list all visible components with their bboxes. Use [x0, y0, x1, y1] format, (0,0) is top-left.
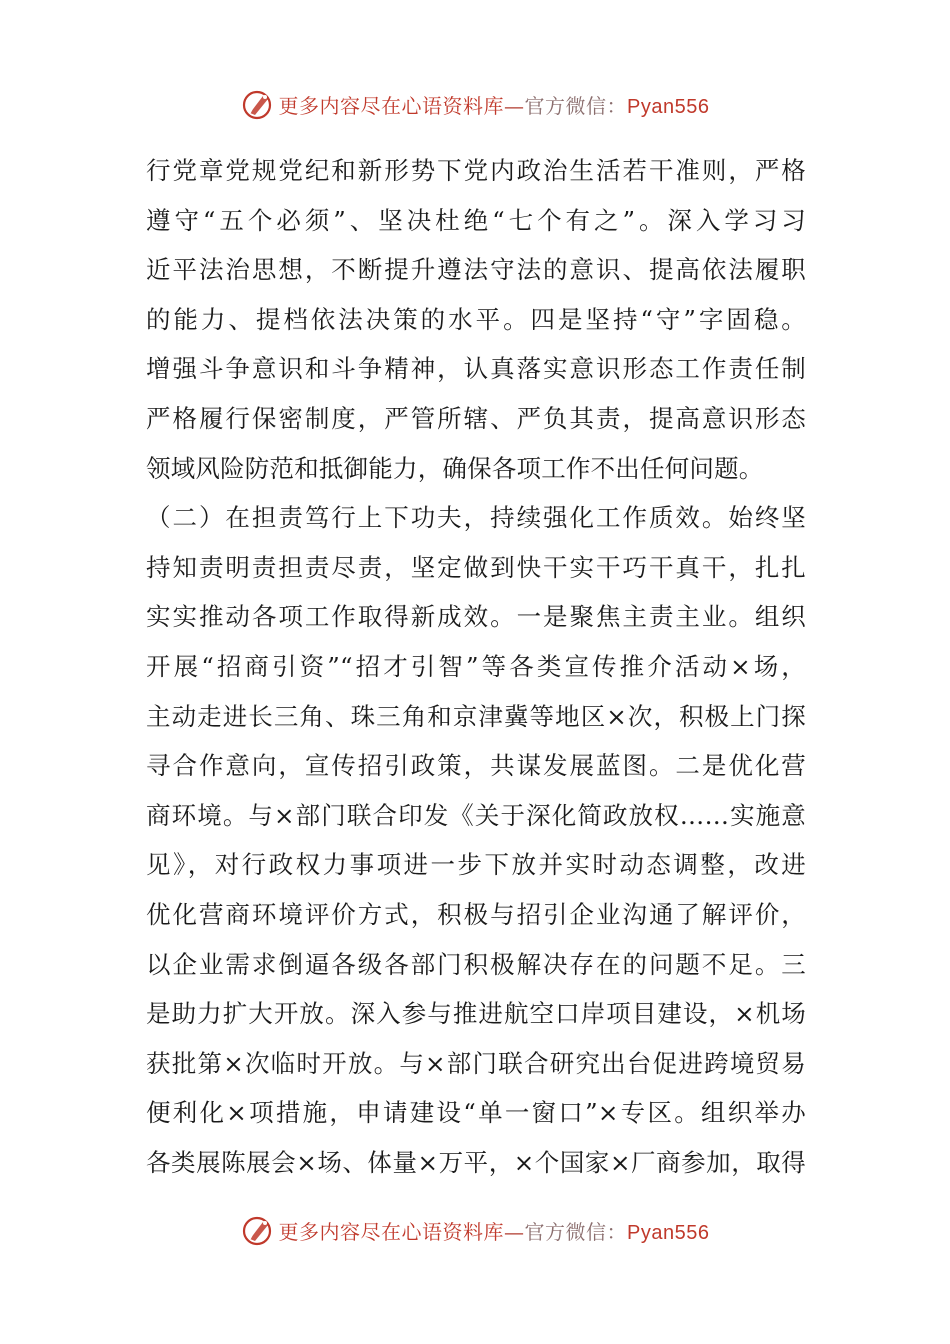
- text-line: 行党章党规党纪和新形势下党内政治生活若干准则，严格: [146, 156, 806, 185]
- banner-text: [279, 90, 710, 119]
- banner-wechat-label: 官方微信：: [524, 93, 628, 118]
- banner-wechat-handle: Pyan556: [627, 95, 710, 118]
- banner-text: [279, 1216, 710, 1245]
- text-line: 领域风险防范和抵御能力，确保各项工作不出任何问题。: [146, 453, 764, 483]
- banner-wechat-handle: Pyan556: [627, 1221, 710, 1244]
- text-line: 见》，对行政权力事项进一步下放并实时动态调整，改进: [146, 850, 806, 880]
- text-line: 近平法治思想，不断提升遵法守法的意识、提高依法履职: [146, 255, 806, 285]
- text-line: 开展“招商引资”“招才引智”等各类宣传推介活动×场，: [146, 651, 806, 681]
- text-line: 遵守“五个必须”、坚决杜绝“七个有之”。深入学习习: [146, 205, 806, 235]
- text-line: 优化营商环境评价方式，积极与招引企业沟通了解评价，: [146, 899, 806, 929]
- text-line: 增强斗争意识和斗争精神，认真落实意识形态工作责任制: [146, 354, 806, 384]
- text-line: 严格履行保密制度，严管所辖、严负其责，提高意识形态: [146, 403, 806, 433]
- banner-wechat-label: 官方微信：: [524, 1219, 628, 1244]
- text-line: 持知责明责担责尽责，坚定做到快干实干巧干真干，扎扎: [146, 552, 806, 582]
- text-line: 各类展陈展会×场、体量×万平，×个国家×厂商参加，取得: [146, 1147, 806, 1177]
- text-line: 商环境。与×部门联合印发《关于深化简政放权……实施意: [146, 800, 806, 830]
- text-line: 获批第×次临时开放。与×部门联合研究出台促进跨境贸易: [146, 1048, 806, 1078]
- text-line: 以企业需求倒逼各级各部门积极解决存在的问题不足。三: [146, 949, 806, 979]
- banner-separator: —: [504, 93, 525, 118]
- banner-title: 更多内容尽在心语资料库: [278, 1219, 505, 1244]
- banner-separator: —: [504, 1219, 525, 1244]
- pen-nib-logo-icon: [241, 1213, 275, 1247]
- text-line: 便利化×项措施，申请建设“单一窗口”×专区。组织举办: [146, 1098, 806, 1128]
- text-line: （二）在担责笃行上下功夫，持续强化工作质效。始终坚: [146, 503, 806, 533]
- text-line: 实实推动各项工作取得新成效。一是聚焦主责主业。组织: [146, 602, 806, 632]
- pen-nib-logo-icon: [241, 87, 275, 121]
- banner-title: 更多内容尽在心语资料库: [278, 93, 505, 118]
- footer-banner: [0, 1210, 950, 1250]
- text-line: 的能力、提档依法决策的水平。四是坚持“守”字固稳。: [146, 304, 806, 334]
- document-body: [146, 146, 806, 1187]
- text-line: 是助力扩大开放。深入参与推进航空口岸项目建设，×机场: [146, 999, 806, 1029]
- text-line: 寻合作意向，宣传招引政策，共谋发展蓝图。二是优化营: [146, 751, 806, 781]
- text-line: 主动走进长三角、珠三角和京津冀等地区×次，积极上门探: [146, 701, 806, 731]
- header-banner: [0, 84, 950, 124]
